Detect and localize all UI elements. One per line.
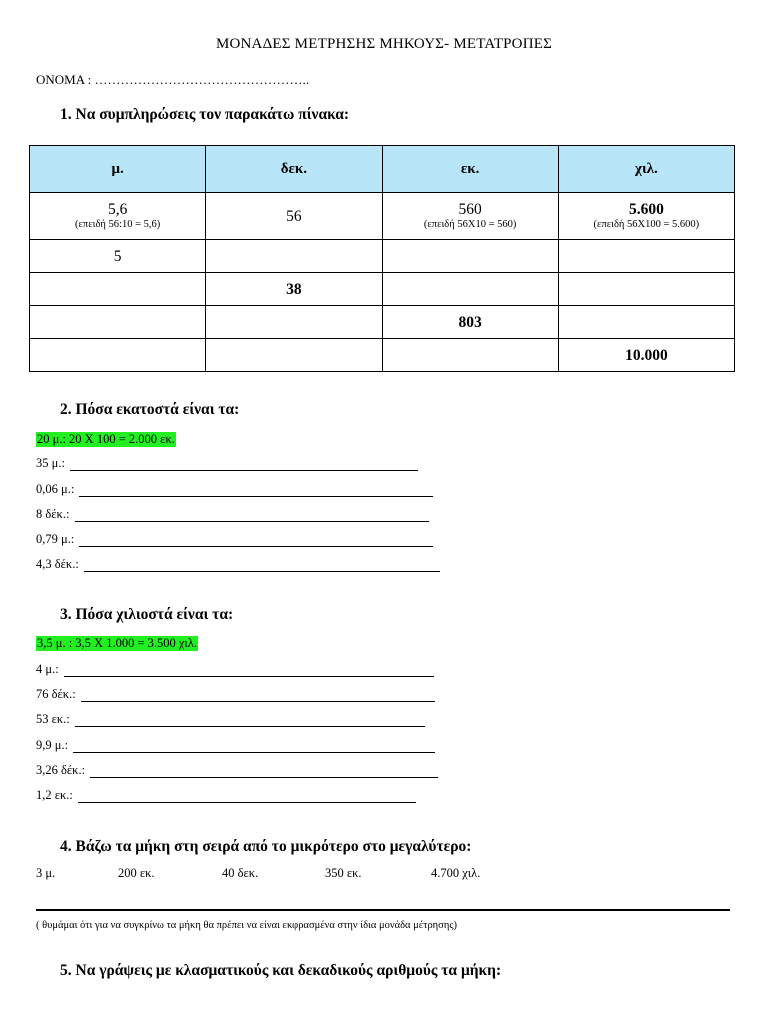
answer-blank[interactable] — [64, 664, 434, 677]
page-title: ΜΟΝΑΔΕΣ ΜΕΤΡΗΣΗΣ ΜΗΚΟΥΣ- ΜΕΤΑΤΡΟΠΕΣ — [215, 36, 553, 52]
table-cell-empty[interactable] — [382, 339, 558, 372]
cell-value: 10.000 — [625, 346, 668, 364]
answer-blank[interactable] — [79, 534, 433, 547]
answer-label: 4 μ.: — [36, 662, 62, 676]
example-highlight: 20 μ.: 20 Χ 100 = 2.000 εκ. — [37, 432, 175, 446]
length-value: 3 μ. — [36, 866, 56, 880]
question-5-heading: 5. Να γράψεις με κλασματικούς και δεκαδικούς αριθμούς τα μήκη: — [60, 962, 502, 979]
table-row — [30, 339, 735, 372]
cell-note: (επειδή 56Χ10 = 560) — [423, 219, 517, 230]
table-header-row — [30, 146, 735, 193]
answer-blank[interactable] — [70, 458, 418, 471]
example-highlight: 3,5 μ. : 3,5 Χ 1.000 = 3.500 χιλ. — [37, 636, 197, 650]
cell-value: 560 — [458, 201, 482, 218]
cell-value: 56 — [286, 207, 302, 225]
table-cell — [206, 273, 382, 306]
table-row — [30, 240, 735, 273]
cell-value: 5.600 — [628, 201, 664, 218]
table-cell-empty[interactable] — [30, 273, 206, 306]
answer-label: 9,9 μ.: — [36, 738, 72, 752]
table-cell — [382, 306, 558, 339]
answer-line[interactable] — [36, 686, 435, 702]
answer-label: 1,2 εκ.: — [36, 788, 77, 802]
answer-line[interactable] — [36, 787, 416, 803]
length-value: 200 εκ. — [118, 866, 155, 880]
cell-value: 5 — [113, 247, 122, 265]
table-cell-empty[interactable] — [558, 273, 734, 306]
answer-label: 0,06 μ.: — [36, 482, 78, 496]
table-row — [30, 306, 735, 339]
answer-label: 8 δέκ.: — [36, 507, 73, 521]
length-value: 350 εκ. — [325, 866, 362, 880]
answer-label: 0,79 μ.: — [36, 532, 78, 546]
table-cell — [30, 240, 206, 273]
answer-line[interactable] — [36, 661, 434, 677]
answer-label: 76 δέκ.: — [36, 687, 79, 701]
answer-line[interactable] — [36, 455, 418, 471]
table-row — [30, 273, 735, 306]
cell-value: 38 — [286, 280, 302, 298]
table-cell-empty[interactable] — [382, 240, 558, 273]
answer-label: 35 μ.: — [36, 456, 69, 470]
table-cell-empty[interactable] — [206, 306, 382, 339]
table-cell-empty[interactable] — [206, 240, 382, 273]
answer-blank[interactable] — [79, 484, 433, 497]
answer-blank[interactable] — [78, 790, 416, 803]
answer-line[interactable] — [36, 762, 438, 778]
table-cell — [382, 193, 558, 240]
table-cell-empty[interactable] — [558, 306, 734, 339]
length-value: 4.700 χιλ. — [431, 866, 481, 880]
header-meters: μ. — [30, 146, 206, 193]
answer-blank[interactable] — [84, 559, 440, 572]
conversion-table — [29, 145, 735, 372]
question-3-heading: 3. Πόσα χιλιοστά είναι τα: — [60, 606, 234, 623]
question-1-heading: 1. Να συμπληρώσεις τον παρακάτω πίνακα: — [60, 106, 350, 123]
answer-label: 53 εκ.: — [36, 712, 73, 726]
question-4-heading: 4. Βάζω τα μήκη στη σειρά από το μικρότερο στο μεγαλύτερο: — [60, 838, 472, 855]
table-cell-empty[interactable] — [382, 273, 558, 306]
cell-value: 5,6 — [107, 201, 128, 218]
answer-line[interactable] — [36, 909, 730, 911]
cell-note: (επειδή 56Χ100 = 5.600) — [593, 219, 700, 230]
answer-line[interactable] — [36, 711, 425, 727]
answer-line[interactable] — [36, 506, 429, 522]
header-decimeters: δεκ. — [206, 146, 382, 193]
cell-note: (επειδή 56:10 = 5,6) — [75, 219, 161, 230]
answer-line[interactable] — [36, 737, 435, 753]
table-cell — [206, 193, 382, 240]
answer-label: 4,3 δέκ.: — [36, 557, 82, 571]
header-centimeters: εκ. — [382, 146, 558, 193]
table-cell — [30, 193, 206, 240]
header-millimeters: χιλ. — [558, 146, 734, 193]
cell-value: 803 — [458, 313, 482, 331]
answer-blank[interactable] — [75, 714, 425, 727]
answer-line[interactable] — [36, 556, 440, 572]
answer-blank[interactable] — [73, 740, 435, 753]
table-cell-empty[interactable] — [30, 306, 206, 339]
answer-label: 3,26 δέκ.: — [36, 763, 89, 777]
hint-text: ( θυμάμαι ότι για να συγκρίνω τα μήκη θα πρέπει να είναι εκφρασμένα στην ίδια μονάδα μέτρησης) — [36, 920, 457, 931]
answer-line[interactable] — [36, 531, 433, 547]
answer-blank[interactable] — [81, 689, 435, 702]
table-cell — [558, 339, 734, 372]
answer-blank[interactable] — [90, 765, 438, 778]
question-2-heading: 2. Πόσα εκατοστά είναι τα: — [60, 401, 240, 418]
name-field-line: ΟΝΟΜΑ : ………………………………………….. — [36, 72, 310, 87]
table-cell-empty[interactable] — [30, 339, 206, 372]
table-row — [30, 193, 735, 240]
length-value: 40 δεκ. — [222, 866, 259, 880]
answer-line[interactable] — [36, 481, 433, 497]
table-cell-empty[interactable] — [558, 240, 734, 273]
answer-blank[interactable] — [75, 509, 429, 522]
table-cell — [558, 193, 734, 240]
table-cell-empty[interactable] — [206, 339, 382, 372]
